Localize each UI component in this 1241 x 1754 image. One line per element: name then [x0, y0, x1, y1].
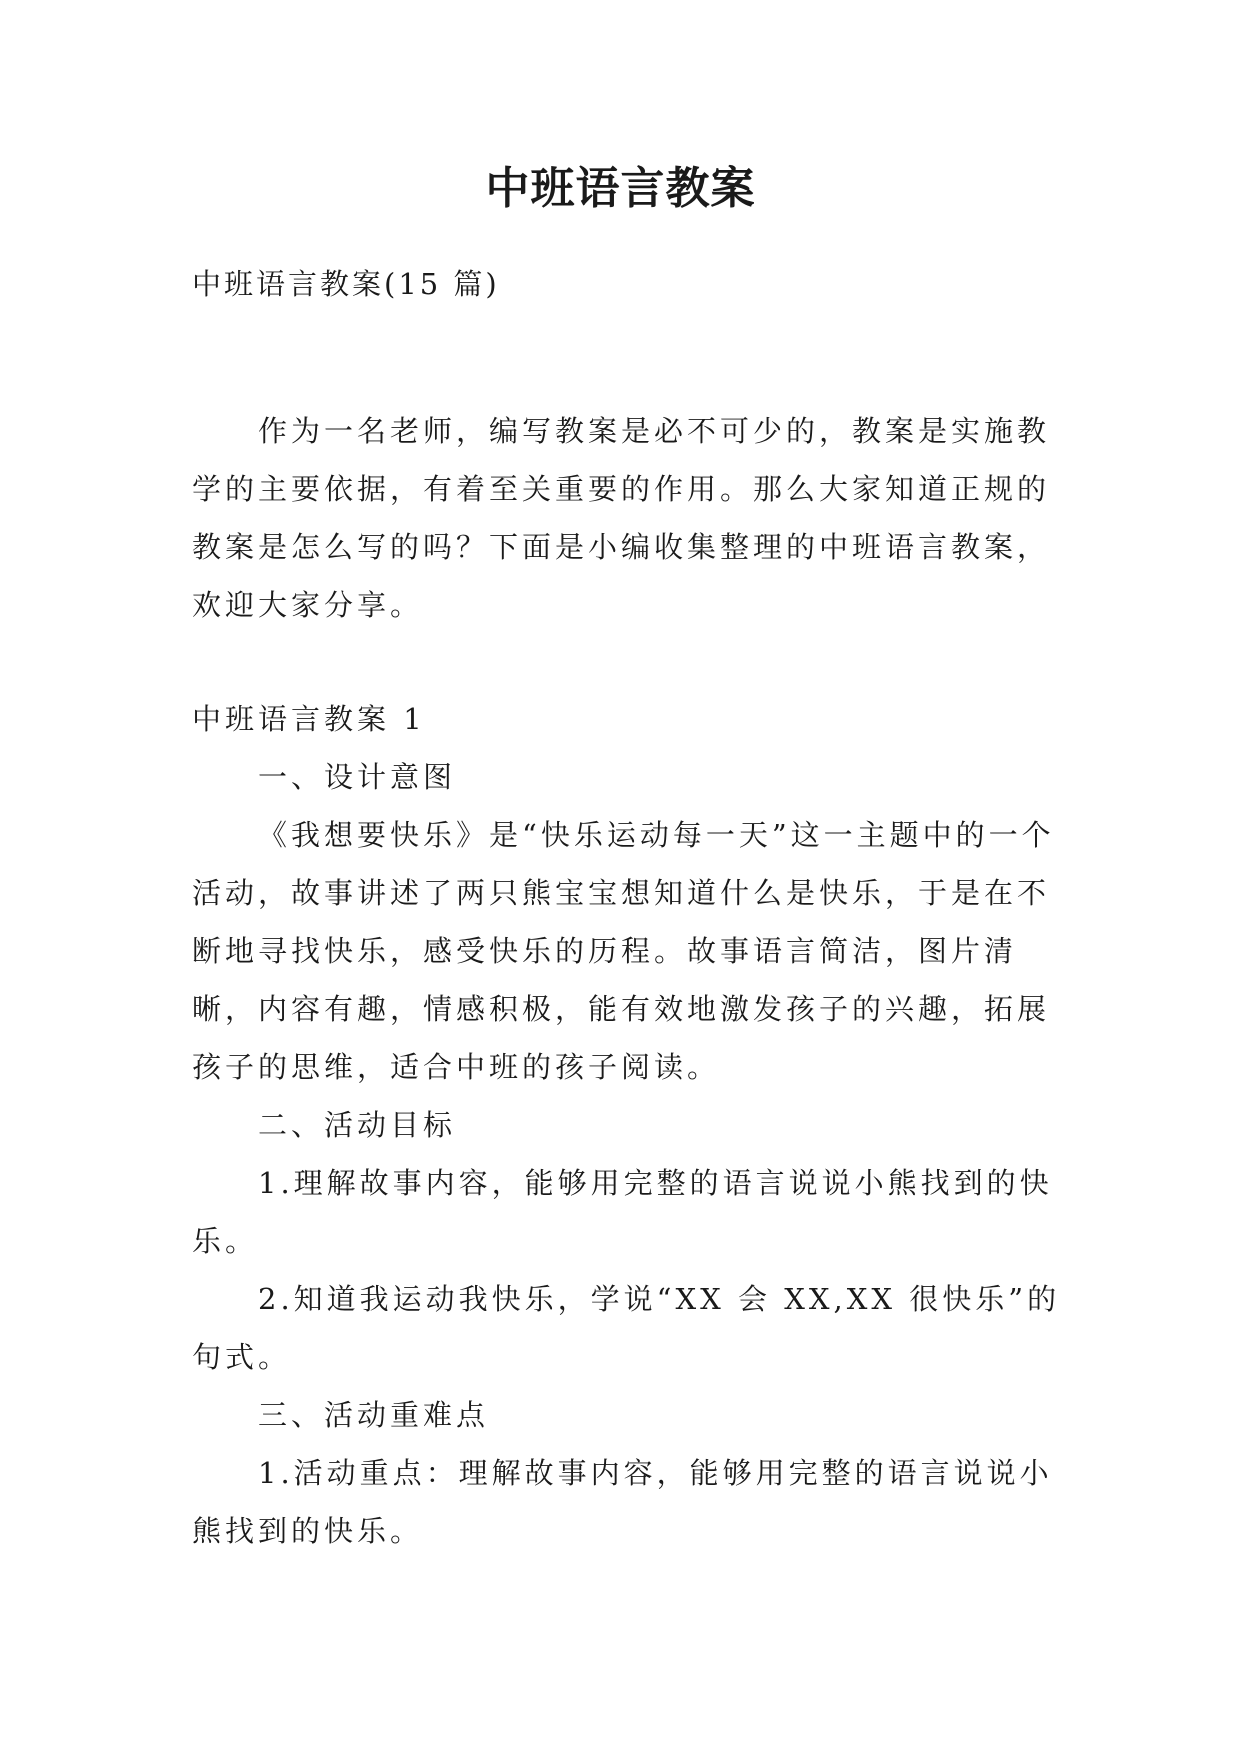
section-title-design-intent: 一、设计意图 [258, 760, 457, 794]
key-point-item-1: 1.活动重点：理解故事内容，能够用完整的语言说说小熊找到的快乐。 [192, 1456, 1053, 1548]
design-intent-paragraph: 《我想要快乐》是“快乐运动每一天”这一主题中的一个活动，故事讲述了两只熊宝宝想知道什么是快乐，于是在不断地寻找快乐，感受快乐的历程。故事语言简洁，图片清晰，内容有趣，情感积极，能有效地激发孩子的兴趣，拓展孩子的思维，适合中班的孩子阅读。 [192, 818, 1055, 1084]
section-title-activity-goals: 二、活动目标 [258, 1108, 457, 1142]
lesson-heading: 中班语言教案 1 [192, 702, 426, 736]
lesson-1-section [192, 690, 1062, 1560]
intro-section [192, 402, 1062, 634]
intro-paragraph: 作为一名老师，编写教案是必不可少的，教案是实施教学的主要依据，有着至关重要的作用。那么大家知道正规的教案是怎么写的吗？下面是小编收集整理的中班语言教案，欢迎大家分享。 [192, 414, 1051, 622]
document-title: 中班语言教案 [485, 163, 756, 214]
goal-item-2: 2.知道我运动我快乐，学说“XX 会 XX,XX 很快乐”的句式。 [192, 1282, 1061, 1374]
section-title-key-points: 三、活动重难点 [258, 1398, 490, 1432]
document-subtitle: 中班语言教案(15 篇) [192, 267, 500, 301]
goal-item-1: 1.理解故事内容，能够用完整的语言说说小熊找到的快乐。 [192, 1166, 1053, 1258]
